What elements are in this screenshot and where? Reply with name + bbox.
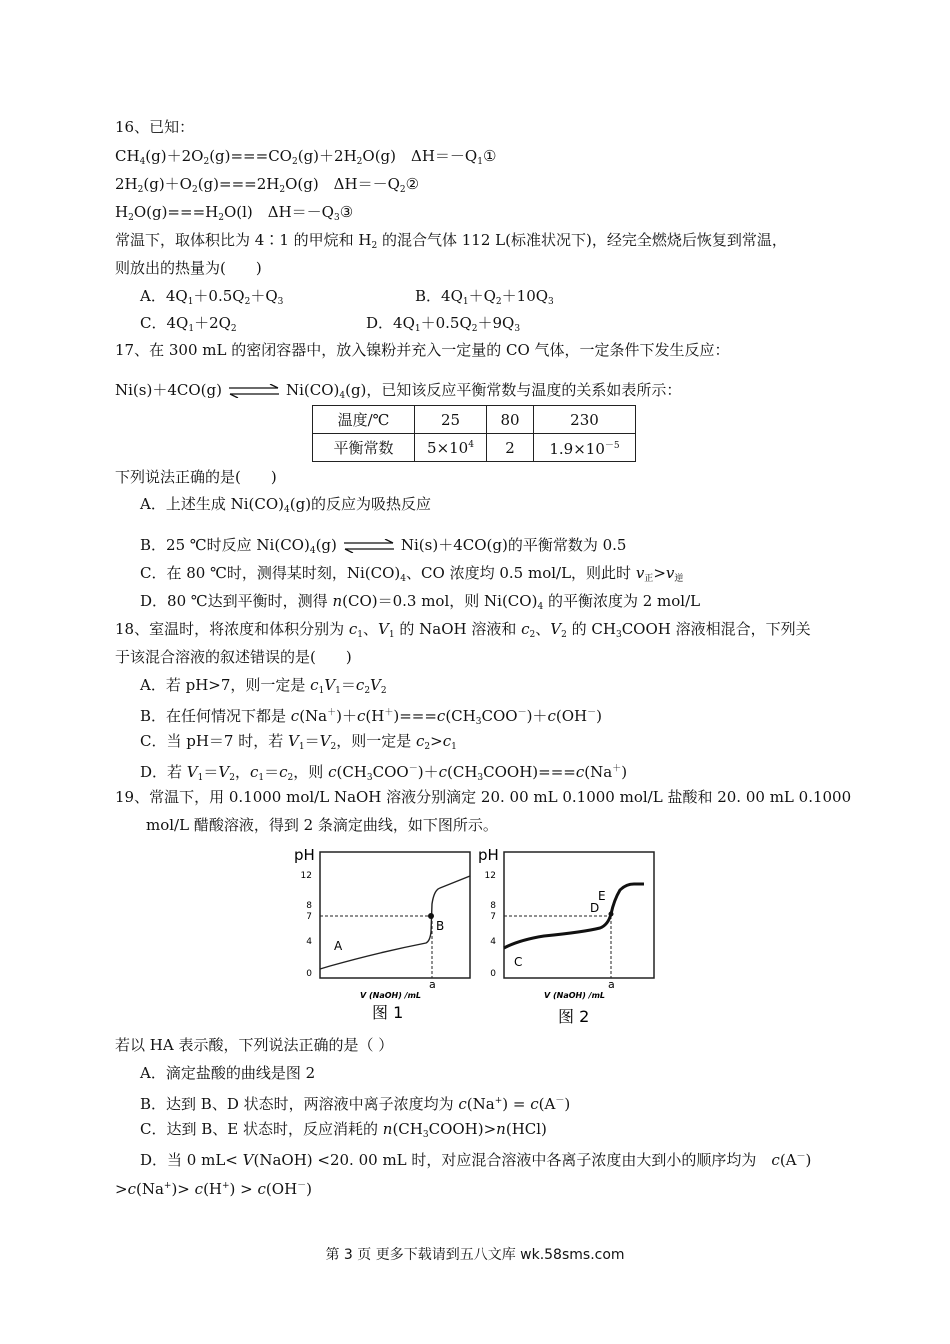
q18-heading-line-2: 于该混合溶液的叙述错误的是( ) [115,648,352,666]
y-tick-label: 4 [490,937,496,947]
table-row [313,434,636,462]
q19-option-d-line-2: >c(Na+)> c(H+) > c(OH－) [115,1180,313,1198]
point-a-label: A [334,939,343,953]
q16-stem-line-1: 常温下，取体积比为 4∶1 的甲烷和 $H_2$ 的混合气体 112 L(标准状况下)，经完全燃烧后恢复到常温， [115,231,787,251]
table-cell: 25 [415,406,487,434]
point-d-label: D [590,901,600,915]
table-cell: $5\times 10^4$ [415,434,487,462]
equilibrium-arrow-icon [228,384,280,398]
q17-option-c: C．在 80 ℃时，测得某时刻，$Ni(CO)_4$、CO 浓度均 0.5 mol/L，则此时 $v_正>v_逆$ [140,564,684,584]
y-tick-label: 8 [306,901,312,911]
y-tick-label: 7 [490,912,496,922]
y-axis-label: pH [294,846,315,864]
q16-equation-3: $H_2O(g)===H_2O(l)$ $\Delta H=-Q_3③$ [115,203,354,223]
table-cell: 80 [487,406,534,434]
y-tick-label: 0 [490,969,496,979]
x-tick-a: a [429,978,436,991]
y-tick-label: 8 [490,901,496,911]
titration-curve-hcl [320,876,470,969]
q18-option-c: C．当 pH＝7 时，若 $V_1=V_2$，则一定是 $c_2>c_1$ [140,732,457,752]
q18-option-a: A．若 pH>7，则一定是 $c_1V_1=c_2V_2$ [140,676,387,696]
q16-equation-1: $CH_4(g)+2O_2(g)===CO_2(g)+2H_2O(g)$ $\Delta H=-Q_1①$ [115,147,497,167]
q17-option-b: B．25 ℃时反应 $Ni(CO)_4(g)$ Ni(s)＋4CO(g)的平衡常数为 0.5 [140,536,627,556]
q16-option-b: B．$4Q_1+Q_2+10Q_3$ [415,287,554,307]
q18-option-b: B．在任何情况下都是 $c(Na^+)+c(H^+)===c(CH_3COO^-)+c(OH^-)$ [140,707,602,727]
table-cell: 230 [534,406,636,434]
y-tick-label: 4 [306,937,312,947]
q19-option-c: C．达到 B、E 状态时，反应消耗的 $n(CH_3COOH)>n(HCl)$ [140,1120,547,1140]
titration-figure-1 [290,842,480,1027]
table-cell: 2 [487,434,534,462]
q16-stem-line-2: 则放出的热量为( ) [115,259,262,277]
q19-option-a: A．滴定盐酸的曲线是图 2 [140,1064,316,1082]
q17-reaction: Ni(s)＋4CO(g) $Ni(CO)_4(g)$，已知该反应平衡常数与温度的关系如表所示： [115,381,682,401]
y-tick-label: 0 [306,969,312,979]
table-cell: 温度/℃ [313,406,415,434]
equilibrium-constant-table [312,405,636,462]
point-b-marker [428,913,434,919]
x-axis-label: V (NaOH) /mL [360,991,422,1000]
q18-heading-line-1: 18、室温时，将浓度和体积分别为 $c_1$、$V_1$ 的 NaOH 溶液和 $c_2$、$V_2$ 的 $CH_3COOH$ 溶液相混合，下列关 [115,620,811,640]
y-axis-label: pH [478,846,499,864]
y-tick-label: 7 [306,912,312,922]
q19-question: 若以 HA 表示酸，下列说法正确的是（ ） [115,1036,394,1054]
q17-question: 下列说法正确的是( ) [115,468,277,486]
q19-heading-line-2: mol/L 醋酸溶液，得到 2 条滴定曲线，如下图所示。 [146,816,498,834]
q16-option-a: A．$4Q_1+0.5Q_2+Q_3$ [140,287,284,307]
q17-heading: 17、在 300 mL 的密闭容器中，放入镍粉并充入一定量的 CO 气体，一定条件下发生反应： [115,341,730,359]
titration-figure-2 [474,842,664,1027]
figure-2-caption: 图 2 [558,1007,590,1026]
q16-option-c: C．$4Q_1+2Q_2$ [140,314,237,334]
point-d-marker [609,912,614,917]
q18-option-d: D．若 $V_1=V_2$，$c_1=c_2$，则 $c(CH_3COO^-)+c(CH_3COOH)===c(Na^+)$ [140,763,628,783]
point-b-label: B [436,919,445,933]
point-e-label: E [598,889,606,903]
q19-option-b: B．达到 B、D 状态时，两溶液中离子浓度均为 c(Na+) = c(A－) [140,1095,571,1113]
q16-heading: 16、已知： [115,118,195,136]
equilibrium-arrow-icon [343,539,395,553]
x-tick-a: a [608,978,615,991]
table-row [313,406,636,434]
figure-1-caption: 图 1 [372,1003,404,1022]
table-cell: 平衡常数 [313,434,415,462]
q16-equation-2: $2H_2(g)+O_2(g)===2H_2O(g)$ $\Delta H=-Q_2②$ [115,175,420,195]
plot-frame [320,852,470,978]
q19-option-d-line-1: D．当 0 mL< V(NaOH) <20. 00 mL 时，对应混合溶液中各离子浓度由大到小的顺序均为 c(A－) [140,1151,812,1169]
plot-frame [504,852,654,978]
y-tick-label: 12 [300,871,312,881]
page-footer: 第 3 页 更多下载请到五八文库 wk.58sms.com [325,1247,625,1263]
q16-option-d: D．$4Q_1+0.5Q_2+9Q_3$ [366,314,521,334]
table-cell: $1.9\times 10^{-5}$ [534,434,636,462]
q17-option-d: D．80 ℃达到平衡时，测得 n(CO)＝0.3 mol，则 $Ni(CO)_4$ 的平衡浓度为 2 mol/L [140,592,701,612]
point-c-label: C [514,955,523,969]
q19-heading-line-1: 19、常温下，用 0.1000 mol/L NaOH 溶液分别滴定 20. 00 mL 0.1000 mol/L 盐酸和 20. 00 mL 0.1000 [115,788,852,806]
q17-option-a: A．上述生成 $Ni(CO)_4(g)$的反应为吸热反应 [140,495,432,515]
x-axis-label: V (NaOH) /mL [544,991,606,1000]
y-tick-label: 12 [484,871,496,881]
